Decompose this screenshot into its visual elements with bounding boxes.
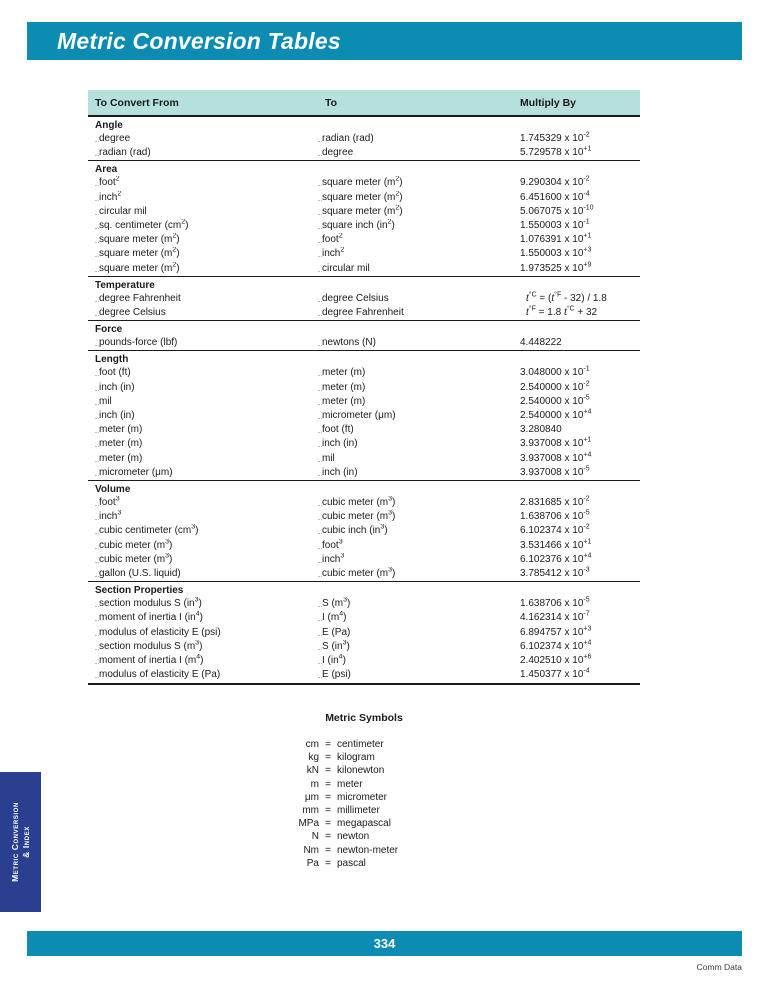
cell-convert-from: meter (m): [95, 437, 310, 451]
metric-symbols-title: Metric Symbols: [325, 712, 403, 724]
section-title: Temperature: [95, 279, 155, 291]
metric-symbol-entry: [88, 844, 640, 857]
cell-convert-from: gallon (U.S. liquid): [95, 567, 310, 581]
cell-multiply-by: 3.937008 x $10^{+4}$: [520, 451, 592, 464]
metric-symbols-block: [88, 712, 640, 870]
cell-convert-from: moment of inertia I $(m^4)$: [95, 654, 310, 668]
metric-symbol-entry: [88, 751, 640, 764]
cell-convert-to: I $(in^4)$: [310, 654, 508, 668]
table-section: [88, 351, 640, 481]
section-title: Volume: [95, 484, 131, 496]
cell-convert-to: cubic meter $(m^3)$: [310, 496, 508, 510]
cell-convert-from: cubic meter $(m^3)$: [95, 539, 310, 553]
section-title: Section Properties: [95, 585, 184, 597]
cell-convert-to: meter (m): [310, 395, 508, 409]
cell-multiply-by: 1.638706 x $10^{-5}$: [520, 596, 590, 610]
cell-convert-from: square meter $(m^2)$: [95, 247, 310, 261]
cell-multiply-by: 3.048000 x $10^{-1}$: [520, 366, 590, 379]
cell-convert-to: degree Fahrenheit: [310, 306, 508, 320]
cell-convert-to: square inch $(in^2)$: [310, 219, 508, 233]
symbol-full-name: meter: [337, 778, 363, 790]
table-section: [88, 277, 640, 321]
cell-convert-from: cubic meter $(m^3)$: [95, 553, 310, 567]
cell-convert-to: inch (in): [310, 437, 508, 451]
cell-convert-from: inch (in): [95, 381, 310, 395]
page-header-bar: [27, 22, 742, 60]
table-row: [88, 132, 640, 146]
cell-multiply-by: 3.280840: [520, 424, 562, 436]
side-tab-metric-conversion-index: [0, 772, 41, 912]
table-row: [88, 292, 640, 306]
symbol-equals-sign: =: [325, 805, 331, 817]
cell-convert-to: inch$^2$: [310, 247, 508, 261]
cell-convert-from: modulus of elasticity E (Pa): [95, 668, 310, 682]
metric-symbols-list: [88, 738, 640, 870]
table-row: [88, 423, 640, 437]
table-header-row: [88, 90, 640, 117]
cell-convert-from: micrometer (μm): [95, 466, 310, 480]
cell-convert-to: foot$^3$: [310, 539, 508, 553]
cell-convert-from: section modulus S $(m^3)$: [95, 640, 310, 654]
table-row: [88, 668, 640, 682]
symbol-abbreviation: m: [310, 778, 319, 790]
page-number: 334: [373, 936, 396, 951]
symbol-abbreviation: mm: [302, 805, 319, 817]
table-row: [88, 176, 640, 190]
cell-multiply-by: 2.540000 x $10^{-2}$: [520, 380, 590, 393]
cell-convert-to: degree Celsius: [310, 292, 508, 306]
section-title: Angle: [95, 120, 123, 131]
cell-multiply-by: 1.550003 x $10^{+3}$: [520, 247, 592, 260]
cell-convert-from: pounds-force (lbf): [95, 336, 310, 350]
table-row: [88, 191, 640, 205]
table-row: [88, 219, 640, 233]
cell-convert-to: cubic meter $(m^3)$: [310, 567, 508, 581]
symbol-abbreviation: MPa: [298, 818, 319, 830]
cell-convert-from: square meter $(m^2)$: [95, 262, 310, 276]
cell-multiply-by: 2.540000 x $10^{-5}$: [520, 394, 590, 407]
symbol-full-name: kilonewton: [337, 765, 385, 777]
cell-convert-from: inch$^3$: [95, 510, 310, 524]
table-row: [88, 366, 640, 380]
section-title: Area: [95, 164, 118, 176]
cell-multiply-by: 1.973525 x $10^{+9}$: [520, 261, 592, 274]
cell-multiply-by: $t^{^\circ C} = (t^{^\circ F} - 32) / 1.8$: [526, 291, 607, 304]
symbol-abbreviation: Nm: [303, 844, 319, 856]
cell-convert-to: meter (m): [310, 381, 508, 395]
table-row: [88, 539, 640, 553]
cell-convert-to: foot$^2$: [310, 233, 508, 247]
table-section: [88, 161, 640, 276]
cell-convert-to: S $(m^3)$: [310, 597, 508, 611]
table-row: [88, 654, 640, 668]
symbol-equals-sign: =: [325, 765, 331, 777]
table-row: [88, 524, 640, 538]
symbol-equals-sign: =: [325, 778, 331, 790]
footer-bar: [27, 931, 742, 956]
cell-convert-from: sq. centimeter $(cm^2)$: [95, 219, 310, 233]
metric-symbol-entry: [88, 804, 640, 817]
table-section: [88, 117, 640, 161]
cell-multiply-by: 5.729578 x $10^{+1}$: [520, 145, 592, 159]
table-section: [88, 321, 640, 351]
page-title: Metric Conversion Tables: [57, 27, 341, 54]
cell-convert-from: degree Celsius: [95, 306, 310, 320]
table-section: [88, 481, 640, 582]
section-title: Length: [95, 354, 129, 366]
cell-convert-to: square meter $(m^2)$: [310, 191, 508, 205]
cell-multiply-by: 6.451600 x $10^{-4}$: [520, 190, 590, 203]
cell-multiply-by: 1.638706 x $10^{-5}$: [520, 509, 590, 523]
cell-multiply-by: 3.531466 x $10^{+1}$: [520, 538, 592, 551]
symbol-full-name: centimeter: [337, 739, 384, 750]
cell-convert-to: square meter $(m^2)$: [310, 176, 508, 190]
symbol-equals-sign: =: [325, 844, 331, 856]
cell-convert-from: mil: [95, 395, 310, 409]
footer-credit: Comm Data: [696, 962, 742, 972]
table-row: [88, 306, 640, 320]
cell-multiply-by: 5.067075 x $10^{-10}$: [520, 204, 594, 217]
column-header-to-convert-from: To Convert From: [95, 96, 179, 109]
table-section: [88, 582, 640, 684]
symbol-equals-sign: =: [325, 818, 331, 830]
table-row: [88, 336, 640, 350]
metric-conversion-table: [88, 90, 640, 685]
table-row: [88, 567, 640, 581]
table-row: [88, 205, 640, 219]
cell-multiply-by: 1.745329 x $10^{-2}$: [520, 131, 590, 144]
cell-multiply-by: 3.937008 x $10^{-5}$: [520, 465, 590, 478]
symbol-equals-sign: =: [325, 739, 331, 750]
cell-convert-to: inch (in): [310, 466, 508, 480]
cell-multiply-by: 3.785412 x $10^{-3}$: [520, 566, 590, 580]
symbol-full-name: pascal: [337, 857, 366, 869]
symbol-full-name: newton-meter: [337, 844, 399, 856]
cell-multiply-by: 6.102374 x $10^{-2}$: [520, 524, 590, 537]
table-row: [88, 553, 640, 567]
cell-multiply-by: 2.540000 x $10^{+4}$: [520, 408, 592, 422]
cell-multiply-by: 1.076391 x $10^{+1}$: [520, 232, 592, 246]
column-header-multiply-by: Multiply By: [520, 96, 577, 109]
cell-convert-from: inch (in): [95, 409, 310, 423]
metric-symbol-entry: [88, 764, 640, 777]
symbol-full-name: kilogram: [337, 752, 375, 764]
cell-convert-from: section modulus S $(in^3)$: [95, 597, 310, 611]
metric-symbol-entry: [88, 791, 640, 804]
symbol-full-name: megapascal: [337, 818, 391, 830]
cell-convert-from: foot (ft): [95, 366, 310, 380]
table-row: [88, 496, 640, 510]
table-row: [88, 262, 640, 276]
cell-multiply-by: 1.550003 x $10^{-1}$: [520, 218, 590, 232]
cell-convert-from: meter (m): [95, 452, 310, 466]
cell-multiply-by: 6.102374 x $10^{+4}$: [520, 639, 592, 652]
cell-convert-from: moment of inertia I $(in^4)$: [95, 611, 310, 625]
cell-multiply-by: 4.162314 x $10^{-7}$: [520, 611, 590, 624]
side-tab-label-line2: & Index: [20, 826, 31, 858]
cell-convert-to: newtons (N): [310, 336, 508, 350]
table-row: [88, 233, 640, 247]
table-row: [88, 626, 640, 640]
table-row: [88, 640, 640, 654]
cell-convert-to: mil: [310, 452, 508, 466]
cell-convert-from: cubic centimeter $(cm^3)$: [95, 524, 310, 538]
cell-convert-to: E (psi): [310, 668, 508, 682]
symbol-abbreviation: N: [311, 831, 319, 843]
table-row: [88, 381, 640, 395]
cell-convert-from: foot$^3$: [95, 496, 310, 510]
cell-convert-to: I $(m^4)$: [310, 611, 508, 625]
cell-convert-to: micrometer (μm): [310, 409, 508, 423]
cell-convert-from: square meter $(m^2)$: [95, 233, 310, 247]
cell-multiply-by: 6.894757 x $10^{+3}$: [520, 625, 592, 638]
cell-convert-from: modulus of elasticity E (psi): [95, 626, 310, 640]
table-row: [88, 597, 640, 611]
metric-symbol-entry: [88, 857, 640, 870]
section-title: Force: [95, 324, 123, 336]
cell-convert-from: degree Fahrenheit: [95, 292, 310, 306]
symbol-equals-sign: =: [325, 831, 331, 843]
table-row: [88, 409, 640, 423]
table-row: [88, 247, 640, 261]
cell-convert-to: E (Pa): [310, 626, 508, 640]
cell-convert-to: circular mil: [310, 262, 508, 276]
metric-symbol-entry: [88, 738, 640, 751]
cell-convert-from: degree: [95, 132, 310, 146]
cell-convert-to: inch$^3$: [310, 553, 508, 567]
cell-convert-from: inch$^2$: [95, 191, 310, 205]
cell-multiply-by: 1.450377 x $10^{-4}$: [520, 667, 590, 681]
cell-convert-to: degree: [310, 146, 508, 160]
cell-convert-to: square meter $(m^2)$: [310, 205, 508, 219]
cell-convert-to: cubic meter $(m^3)$: [310, 510, 508, 524]
symbol-equals-sign: =: [325, 857, 331, 869]
cell-multiply-by: 2.402510 x $10^{+6}$: [520, 653, 592, 667]
table-row: [88, 466, 640, 480]
symbol-abbreviation: Pa: [306, 857, 319, 869]
cell-multiply-by: 2.831685 x $10^{-2}$: [520, 495, 590, 509]
symbol-abbreviation: cm: [305, 739, 319, 750]
symbol-abbreviation: kN: [306, 765, 319, 777]
metric-symbol-entry: [88, 830, 640, 843]
cell-convert-to: S $(in^3)$: [310, 640, 508, 654]
cell-convert-from: meter (m): [95, 423, 310, 437]
cell-multiply-by: 3.937008 x $10^{+1}$: [520, 437, 592, 450]
cell-multiply-by: $t^{^\circ F} = 1.8$ $t^{^\circ C} + 32$: [526, 305, 598, 319]
cell-convert-from: radian (rad): [95, 146, 310, 160]
symbol-full-name: millimeter: [337, 805, 380, 817]
cell-multiply-by: 6.102376 x $10^{+4}$: [520, 552, 592, 565]
cell-convert-from: foot$^2$: [95, 176, 310, 190]
cell-multiply-by: 4.448222: [520, 337, 562, 349]
cell-convert-to: meter (m): [310, 366, 508, 380]
table-row: [88, 510, 640, 524]
symbol-full-name: newton: [337, 831, 370, 843]
cell-convert-to: radian (rad): [310, 132, 508, 146]
table-row: [88, 146, 640, 160]
cell-convert-to: cubic inch $(in^3)$: [310, 524, 508, 538]
metric-symbol-entry: [88, 817, 640, 830]
symbol-abbreviation: kg: [308, 752, 319, 764]
column-header-to: To: [325, 96, 338, 109]
cell-convert-to: foot (ft): [310, 423, 508, 437]
symbol-equals-sign: =: [325, 752, 331, 764]
table-row: [88, 437, 640, 451]
table-row: [88, 611, 640, 625]
table-body: [88, 117, 640, 685]
side-tab-label: [10, 802, 32, 882]
symbol-full-name: micrometer: [337, 791, 388, 803]
symbol-abbreviation: μm: [304, 791, 319, 803]
symbol-equals-sign: =: [325, 791, 331, 803]
metric-symbol-entry: [88, 778, 640, 791]
table-row: [88, 395, 640, 409]
cell-convert-from: circular mil: [95, 205, 310, 219]
table-row: [88, 452, 640, 466]
cell-multiply-by: 9.290304 x $10^{-2}$: [520, 176, 590, 189]
side-tab-label-line1: Metric Conversion: [9, 802, 20, 882]
